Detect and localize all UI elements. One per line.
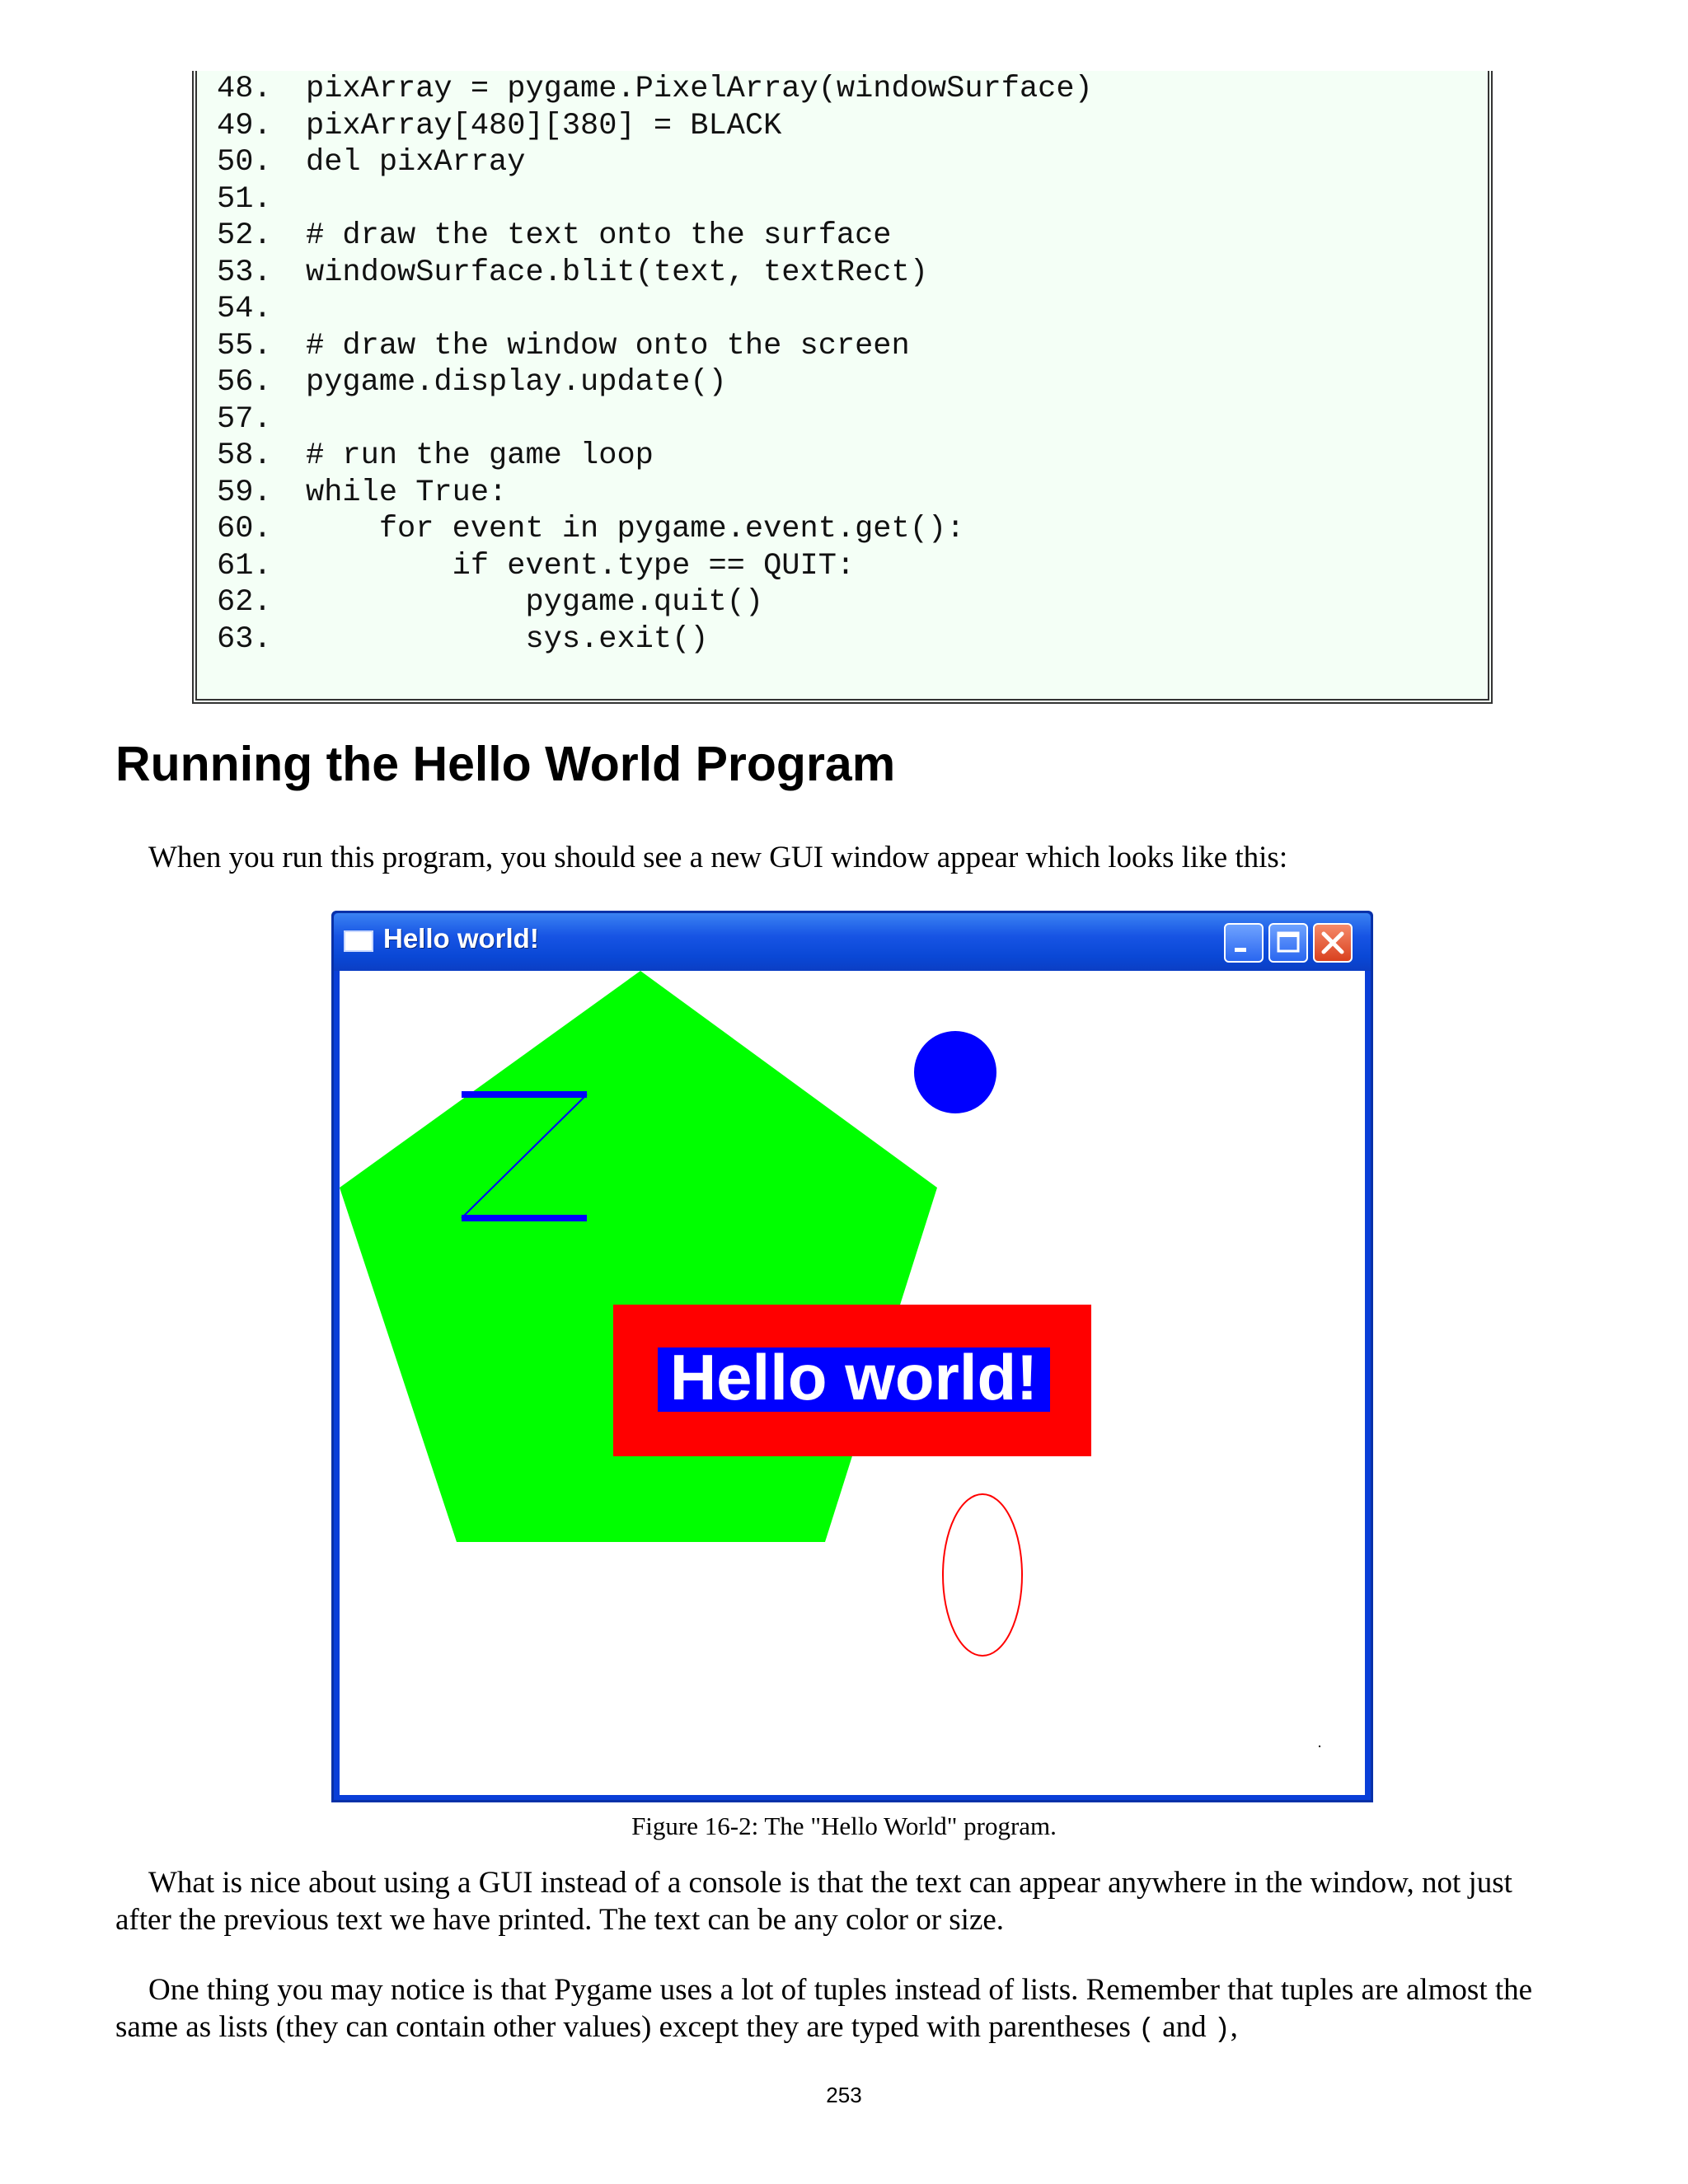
code-text: # run the game loop	[306, 438, 654, 473]
intro-text: When you run this program, you should see a new GUI window appear which looks like this:	[148, 841, 1288, 874]
line-number: 53.	[217, 255, 272, 290]
line-number: 51.	[217, 181, 272, 217]
minimize-button[interactable]	[1224, 923, 1264, 963]
code-line	[217, 364, 1093, 401]
and-word: and	[1162, 2010, 1207, 2044]
line-number: 61.	[217, 548, 272, 583]
close-paren-code: )	[1213, 2014, 1231, 2045]
section-heading: Running the Hello World Program	[115, 737, 896, 791]
line-number: 58.	[217, 438, 272, 473]
red-ellipse	[943, 1494, 1022, 1656]
code-line	[217, 71, 1093, 108]
line-number: 63.	[217, 621, 272, 657]
line-number: 56.	[217, 365, 272, 400]
tuples-paragraph	[115, 1971, 1541, 2048]
line-number: 50.	[217, 145, 272, 180]
line-number: 48.	[217, 72, 272, 106]
code-text: # draw the text onto the surface	[306, 218, 892, 253]
code-text: pixArray = pygame.PixelArray(windowSurface)	[306, 72, 1093, 106]
code-line	[217, 438, 1093, 475]
minimize-icon	[1226, 925, 1262, 961]
window-app-icon	[344, 930, 373, 952]
window-title: Hello world!	[383, 923, 539, 954]
code-line	[217, 218, 1093, 255]
code-line	[217, 401, 1093, 438]
maximize-icon	[1270, 925, 1306, 961]
code-line	[217, 511, 1093, 548]
trailing-comma: ,	[1230, 2010, 1238, 2044]
code-line	[217, 108, 1093, 145]
close-button[interactable]	[1313, 923, 1353, 963]
code-text: # draw the window onto the screen	[306, 328, 910, 363]
line-number: 62.	[217, 585, 272, 620]
gui-paragraph	[115, 1864, 1541, 1938]
black-pixel	[1319, 1746, 1320, 1747]
code-line	[217, 328, 1093, 365]
code-listing	[192, 71, 1493, 704]
hello-world-window	[331, 911, 1373, 1802]
open-paren-code: (	[1138, 2014, 1155, 2045]
code-text: windowSurface.blit(text, textRect)	[306, 255, 928, 290]
code-line	[217, 621, 1093, 658]
code-lines	[217, 71, 1093, 658]
code-line	[217, 584, 1093, 621]
intro-paragraph	[115, 839, 1541, 876]
pygame-surface	[340, 971, 1365, 1795]
code-text: for event in pygame.event.get():	[306, 512, 965, 546]
code-text: pygame.quit()	[306, 585, 764, 620]
code-line	[217, 548, 1093, 585]
gui-paragraph-text: What is nice about using a GUI instead of a console is that the text can appear anywhere in the window, not just after the previous text we have printed. The text can be any color or size.	[115, 1866, 1512, 1937]
code-text: sys.exit()	[306, 621, 709, 657]
line-number: 60.	[217, 512, 272, 546]
line-number: 55.	[217, 328, 272, 363]
code-line	[217, 181, 1093, 218]
blue-circle	[914, 1031, 996, 1113]
line-number: 52.	[217, 218, 272, 253]
code-text: pygame.display.update()	[306, 365, 727, 400]
line-number: 49.	[217, 108, 272, 143]
maximize-button[interactable]	[1268, 923, 1308, 963]
line-number: 54.	[217, 292, 272, 326]
code-text: if event.type == QUIT:	[306, 548, 856, 583]
tuples-paragraph-text: One thing you may notice is that Pygame uses a lot of tuples instead of lists. Remember that tuples are almost the same as lists (they can contain other values) except they are typed with parentheses	[115, 1973, 1533, 2044]
code-text: while True:	[306, 475, 508, 510]
code-line	[217, 255, 1093, 292]
code-text: pixArray[480][380] = BLACK	[306, 108, 782, 143]
page-number: 253	[826, 2083, 862, 2107]
line-number: 59.	[217, 475, 272, 510]
close-icon	[1315, 925, 1351, 961]
code-line	[217, 475, 1093, 512]
code-line	[217, 144, 1093, 181]
surface-hello-text: Hello world!	[669, 1341, 1039, 1413]
window-client-area	[340, 971, 1365, 1795]
window-titlebar[interactable]	[334, 913, 1371, 971]
line-number: 57.	[217, 401, 272, 437]
green-pentagon	[340, 971, 937, 1542]
code-text: del pixArray	[306, 145, 526, 180]
figure-caption: Figure 16-2: The "Hello World" program.	[631, 1811, 1057, 1840]
code-line	[217, 291, 1093, 328]
